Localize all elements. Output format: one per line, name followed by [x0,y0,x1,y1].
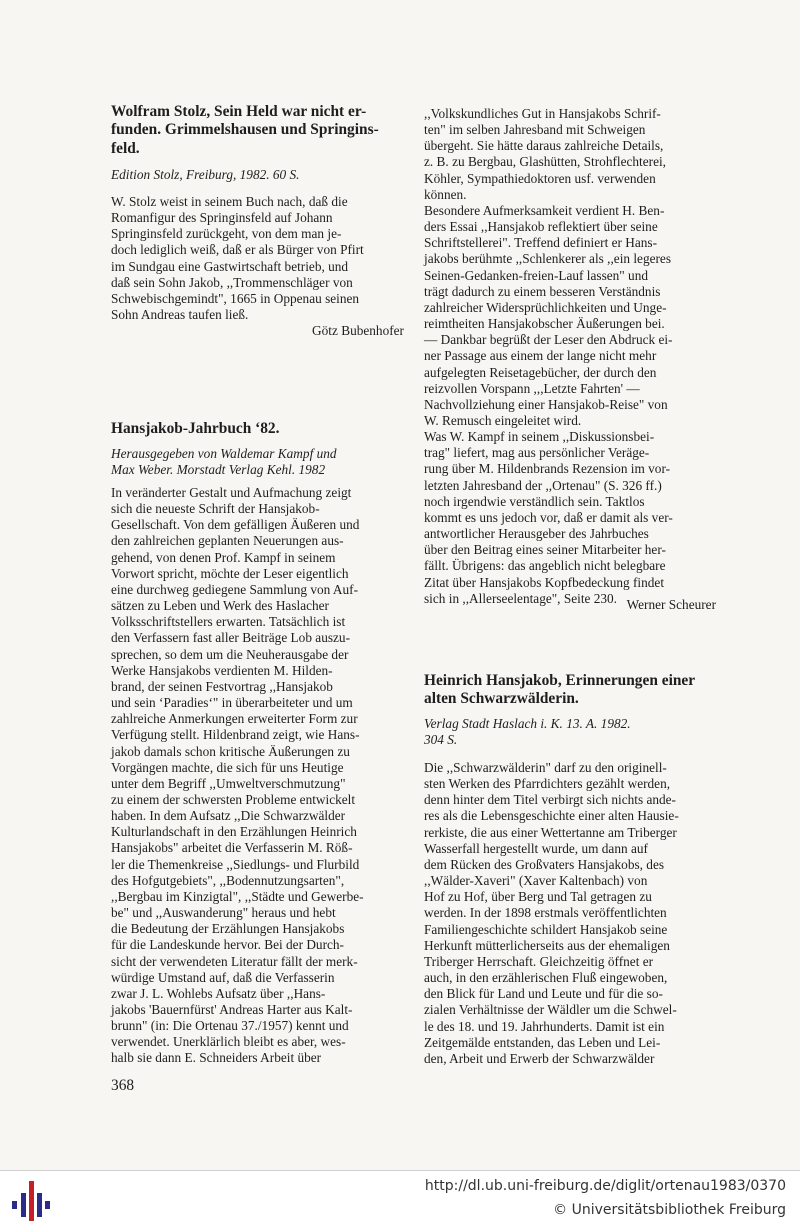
text-line: doch lediglich weiß, daß er als Bürger von Pfirt [111,242,364,258]
text-line: Romanfigur des Springinsfeld auf Johann [111,210,333,226]
text-line: zahlreicher Widersprüchlichkeiten und Unge- [424,299,667,315]
text-line: Schriftstellerei". Treffend definiert er Hans- [424,235,658,251]
text-line: trag" liefert, mag aus persönlicher Veräge- [424,445,650,461]
text-line: W. Remusch eingeleitet wird. [424,412,582,428]
text-line: ,,Wälder-Xaveri" (Xaver Kaltenbach) von [424,873,648,889]
text-line: ,,Bergbau im Kinzigtal", ,,Städte und Gewerbe- [111,888,364,904]
text-line: Besondere Aufmerksamkeit verdient H. Ben- [424,202,665,218]
text-line: zwar J. L. Wohlebs Aufsatz über ,,Hans- [111,985,326,1001]
text-line: antwortlicher Herausgeber des Jahrbuches [424,526,649,542]
text-line: jakobs berühmte ,,Schlenkerer als ,,ein legeres [424,251,672,267]
review-erinnerungen-source [424,716,716,748]
text-line: und sein ‘Paradies‘" in überarbeiteter und um [111,695,353,711]
text-line: halb sie dann E. Schneiders Arbeit über [111,1050,322,1066]
text-line: die Bedeutung der Erzählungen Hansjakobs [111,921,345,937]
text-line: den Blick für Land und Leute und für die so- [424,986,663,1002]
text-line: ner Passage aus einem der lange nicht mehr [424,348,657,364]
paragraph-text [424,106,716,607]
review-jahrbuch-title: Hansjakob-Jahrbuch ‘82. [111,420,280,437]
text-line: über den Beitrag eines seiner Mitarbeiter her- [424,542,666,558]
review-jahrbuch-body-right [424,106,716,607]
text-line: würdige Umstand auf, daß die Verfasserin [111,969,335,985]
text-line: werden. In der 1898 erstmals veröffentlichten [424,905,667,921]
text-line: Verfügung stellt. Hildenbrand zeigt, wie Hans- [111,727,360,743]
text-line: im Sundgau eine Gastwirtschaft betrieb, und [111,258,349,274]
text-line: Vorwort spricht, möchte der Leser eigentlich [111,565,349,581]
review-jahrbuch-source [111,446,404,478]
permalink-url[interactable]: http://dl.ub.uni-freiburg.de/diglit/ortenau1983/0370 [424,1178,786,1194]
text-line: Zeitgemälde entstanden, das Leben und Lei- [424,1034,661,1050]
paragraph-text [111,194,404,323]
text-line: Die ,,Schwarzwälderin" darf zu den originell- [424,760,667,775]
text-line: Kulturlandschaft in den Erzählungen Heinrich [111,824,357,840]
source-line: 304 S. [424,732,458,748]
text-line: Was W. Kampf in seinem ,,Diskussionsbei- [424,429,655,445]
review-jahrbuch-signature: Werner Scheurer [626,597,716,612]
text-line: sten Werken des Pfarrdichters gezählt werden, [424,776,671,792]
text-line: den zahlreichen geplanten Neuerungen aus- [111,533,344,549]
text-line: unter dem Begriff ,,Umweltverschmutzung" [111,775,346,791]
text-line: brand, der seinen Festvortrag ,,Hansjakob [111,678,333,694]
text-line: zahlreiche Anmerkungen erweiterter Form zur [111,711,358,727]
title-line: feld. [111,139,140,157]
paragraph-text [424,760,716,1067]
text-line: Volksschriftstellers erwarten. Tatsächlich ist [111,614,346,630]
text-line: jakobs 'Bauernfürst' Andreas Harter aus Kalt- [111,1002,353,1017]
text-line: den Verfassern fast aller Beiträge Lob auszu- [111,630,350,646]
viewer-footer [0,1170,800,1227]
text-line: fällt. Übrigens: das angeblich nicht belegbare [424,558,666,574]
text-line: des Hofgutgebiets", ,,Bodennutzungsarten", [111,872,345,888]
text-line: sprechen, so dem um die Neuherausgabe der [111,646,349,662]
text-line: sicht der verwendeten Literatur fällt der merk- [111,953,358,969]
text-line: dem Rücken des Großvaters Hansjakobs, des [424,856,665,872]
text-line: Wasserfall hergestellt wurde, um dann auf [424,840,648,856]
review-stolz-signature: Götz Bubenhofer [312,323,404,338]
text-line: den, Arbeit und Erwerb der Schwarzwälder [424,1050,655,1066]
text-line: reizvollen Vorspann ,,,Letzte Fahrten' — [424,380,640,396]
text-line: denn hinter dem Titel verbirgt sich nichts ande- [424,792,676,808]
text-line: auch, in den erzählerischen Fluß eingewoben, [424,970,668,986]
text-line: trägt dadurch zu einem besseren Verständnis [424,283,661,299]
text-line: Seinen-Gedanken-freien-Lauf lassen" und [424,267,648,283]
text-line: reimtheiten Hansjakobscher Äußerungen bei. [424,316,665,332]
source-line: Verlag Stadt Haslach i. K. 13. A. 1982. [424,716,631,731]
review-stolz-title [111,103,404,158]
page-number: 368 [111,1077,135,1094]
title-line: Wolfram Stolz, Sein Held war nicht er- [111,103,367,120]
text-line: ler die Themenkreise ,,Siedlungs- und Flurbild [111,856,360,872]
text-line: verwendet. Unerklärlich bleibt es aber, wes- [111,1034,346,1050]
text-line: be" und ,,Auswanderung" heraus und hebt [111,905,336,921]
text-line: übergeht. Sie hätte daraus zahlreiche Details, [424,138,664,154]
text-line: ,,Volkskundliches Gut in Hansjakobs Schrif- [424,106,661,121]
text-line: Sohn Andreas taufen ließ. [111,307,249,323]
text-line: rung über M. Hildenbrands Rezension im vor- [424,461,671,477]
source-line: Max Weber. Morstadt Verlag Kehl. 1982 [111,462,326,478]
title-line: funden. Grimmelshausen und Springins- [111,121,379,139]
review-stolz-source: Edition Stolz, Freiburg, 1982. 60 S. [111,167,300,182]
text-line: Triberger Herrschaft. Gleichzeitig öffnet er [424,953,654,969]
text-line: Springinsfeld zurückgeht, von dem man je- [111,226,342,242]
text-line: Hansjakobs" arbeitet die Verfasserin M. Röß- [111,840,353,856]
review-erinnerungen-title [424,672,716,709]
text-line: sätzen zu Leben und Werk des Haslacher [111,598,329,614]
text-line: sich die neueste Schrift der Hansjakob- [111,501,320,517]
text-line: gehend, von denen Prof. Kampf in seinem [111,549,336,565]
paragraph-text [111,485,404,1067]
ub-freiburg-logo-icon [10,1177,52,1223]
text-line: noch irgendwie verständlich sein. Taktlos [424,493,645,509]
review-erinnerungen-body [424,760,716,1067]
text-line: aufgelegten Reisetagebücher, der durch den [424,364,657,380]
text-line: Werke Hansjakobs verdienten M. Hilden- [111,662,333,678]
text-line: letzten Jahresband der ,,Ortenau" (S. 326 ff.) [424,477,662,493]
text-line: ders Essai ,,Hansjakob reflektiert über seine [424,219,658,235]
text-line: haben. In dem Aufsatz ,,Die Schwarzwälder [111,808,346,824]
text-line: le des 18. und 19. Jahrhunderts. Damit ist ein [424,1018,665,1034]
text-line: W. Stolz weist in seinem Buch nach, daß die [111,194,348,209]
text-line: zu einem der schwersten Probleme entwickelt [111,791,356,807]
text-line: brunn" (in: Die Ortenau 37./1957) kennt und [111,1018,349,1034]
text-line: können. [424,186,467,202]
text-line: z. B. zu Bergbau, Glashütten, Strohflechterei, [424,154,666,170]
text-line: Köhler, Sympathiedoktoren usf. verwenden [424,170,656,186]
text-line: Herkunft mütterlicherseits aus der ehemaligen [424,937,670,953]
text-line: res als die Lebensgeschichte einer alten Hausie- [424,808,679,824]
text-line: Familiengeschichte schildert Hansjakob seine [424,921,668,937]
copyright-notice: © Universitätsbibliothek Freiburg [553,1202,786,1218]
source-line: Herausgegeben von Waldemar Kampf und [111,446,337,461]
review-jahrbuch-body-left [111,485,404,1067]
text-line: In veränderter Gestalt und Aufmachung zeigt [111,485,352,500]
text-line: daß sein Sohn Jakob, ,,Trommenschläger von [111,274,353,290]
text-line: Nachvollziehung einer Hansjakob-Reise" von [424,396,668,412]
title-line: alten Schwarzwälderin. [424,690,579,708]
text-line: Hof zu Hof, über Berg und Tal getragen zu [424,889,652,905]
text-line: Vorgängen machte, die sich für uns Heutige [111,759,344,775]
text-line: Schwebischgemindt", 1665 in Oppenau seinen [111,290,360,306]
text-line: sich in ,,Allerseelentage", Seite 230. [424,590,618,606]
text-line: Gesellschaft. Von dem gefälligen Äußeren und [111,517,360,533]
text-line: eine durchweg gediegene Sammlung von Auf- [111,581,359,597]
review-stolz-body [111,194,404,323]
text-line: für die Landeskunde hervor. Bei der Durch- [111,937,344,953]
text-line: rerkiste, die aus einer Wettertanne am Triberger [424,824,677,840]
text-line: zialen Verhältnisse der Wäldler um die Schwel- [424,1002,677,1018]
text-line: kommt es uns jedoch vor, daß er damit als ver- [424,509,673,525]
text-line: Zitat über Hansjakobs Kopfbedeckung findet [424,574,665,590]
title-line: Heinrich Hansjakob, Erinnerungen einer [424,672,696,689]
text-line: jakob damals schon kritische Äußerungen zu [111,743,350,759]
text-line: — Dankbar begrüßt der Leser den Abdruck ei- [424,332,673,348]
text-line: ten" im selben Jahresband mit Schweigen [424,122,646,138]
